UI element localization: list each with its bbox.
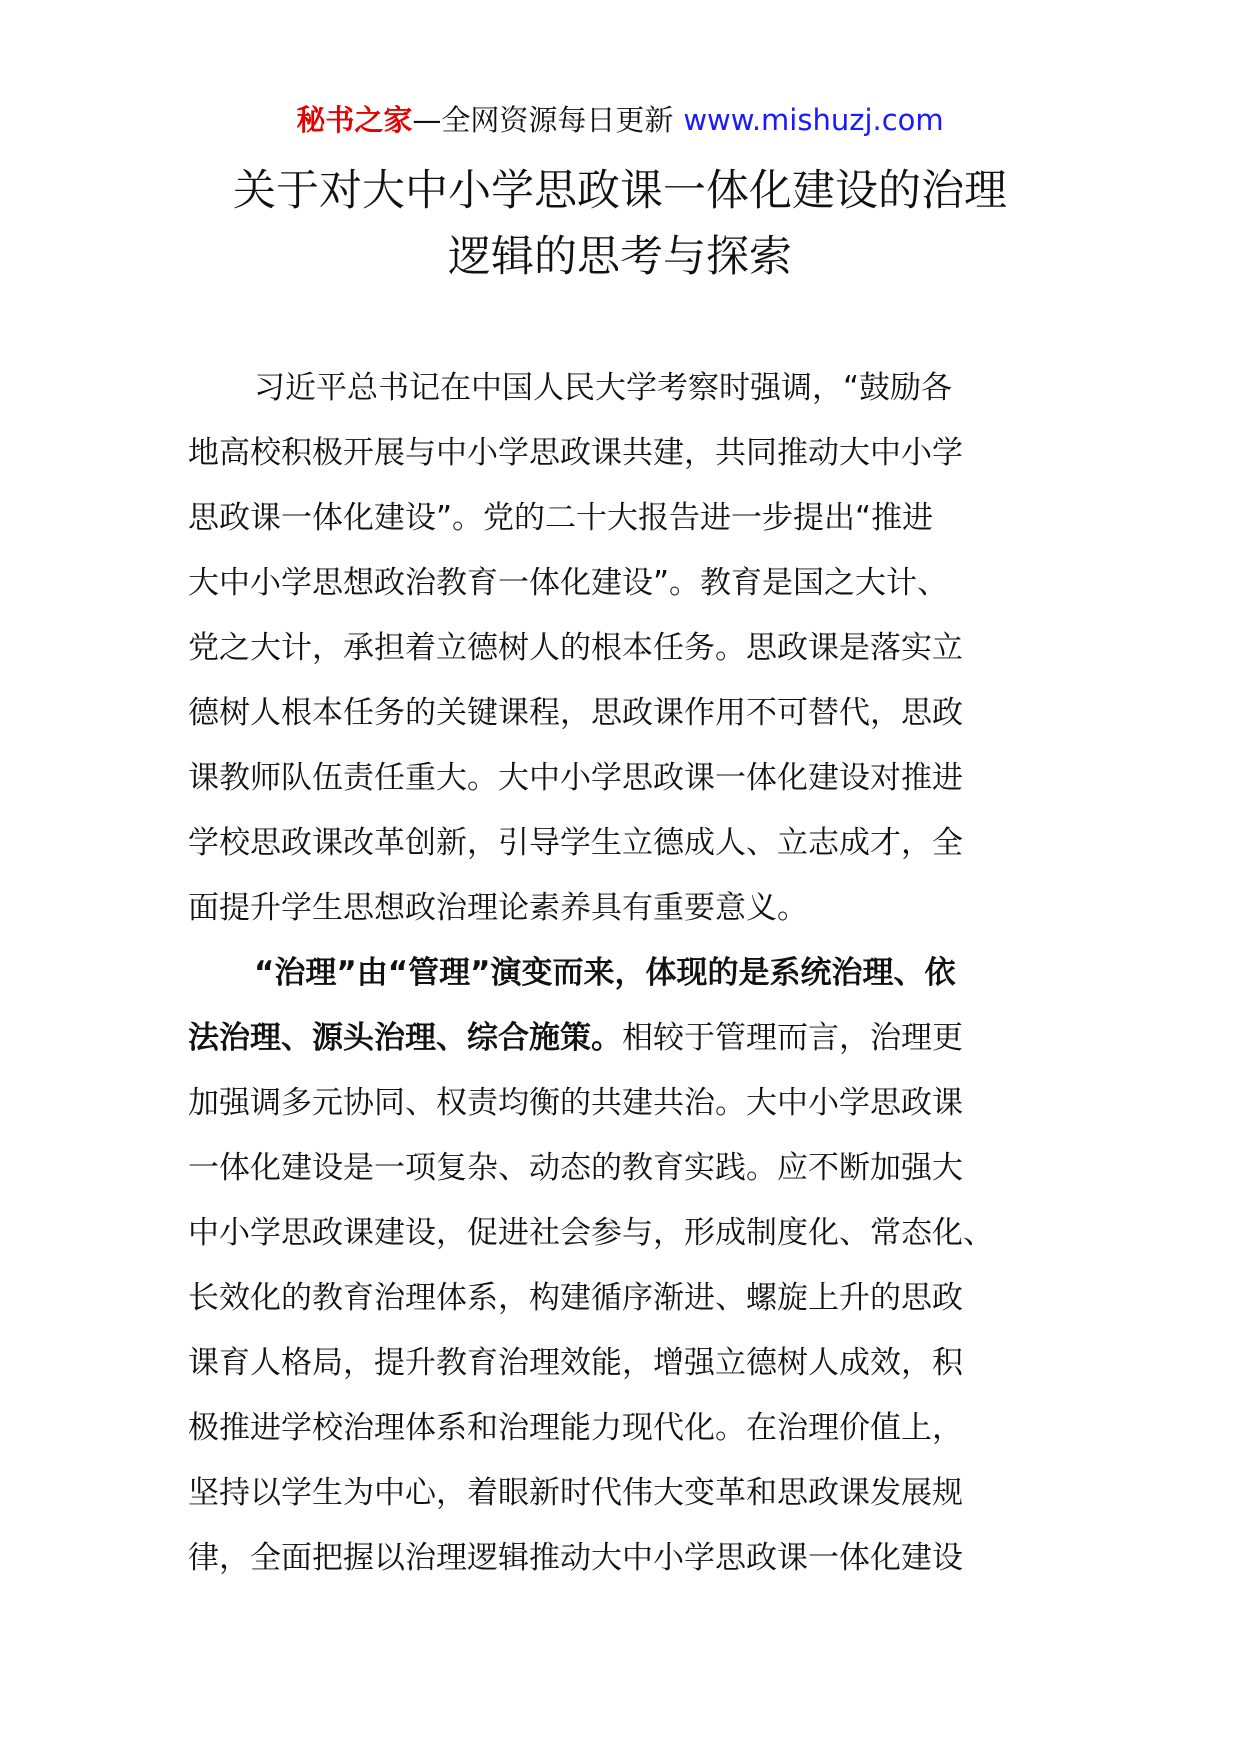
paragraph-line: 地高校积极开展与中小学思政课共建，共同推动大中小学: [188, 435, 963, 471]
paragraph-line: 大中小学思想政治教育一体化建设”。教育是国之大计、: [188, 565, 949, 601]
paragraph-line: 思政课一体化建设”。党的二十大报告进一步提出“推进: [188, 500, 934, 536]
header-tagline: —全网资源每日更新: [412, 103, 674, 137]
paragraph-line: 德树人根本任务的关键课程，思政课作用不可替代，思政: [188, 695, 963, 731]
paragraph-line: 习近平总书记在中国人民大学考察时强调，“鼓励各: [254, 370, 953, 406]
paragraph-line: 课教师队伍责任重大。大中小学思政课一体化建设对推进: [188, 760, 963, 796]
paragraph-line-bold: “治理”由“管理”演变而来，体现的是系统治理、依: [254, 955, 956, 991]
title-line: 关于对大中小学思政课一体化建设的治理: [233, 166, 1007, 216]
brand-name: 秘书之家: [296, 103, 413, 137]
paragraph-2: [188, 941, 1040, 1591]
paragraph-line: 坚持以学生为中心，着眼新时代伟大变革和思政课发展规: [188, 1475, 963, 1511]
paragraph-line: 极推进学校治理体系和治理能力现代化。在治理价值上，: [188, 1410, 963, 1446]
paragraph-line: 中小学思政课建设，促进社会参与，形成制度化、常态化、: [188, 1215, 994, 1251]
paragraph-line: 加强调多元协同、权责均衡的共建共治。大中小学思政课: [188, 1085, 963, 1121]
document-body: [188, 356, 1040, 1591]
paragraph-line: [188, 1006, 1040, 1071]
site-header: [0, 100, 1240, 140]
paragraph-line: 律，全面把握以治理逻辑推动大中小学思政课一体化建设: [188, 1540, 963, 1576]
paragraph-line: 长效化的教育治理体系，构建循序渐进、螺旋上升的思政: [188, 1280, 963, 1316]
paragraph-line: 学校思政课改革创新，引导学生立德成人、立志成才，全: [188, 825, 963, 861]
paragraph-line: 党之大计，承担着立德树人的根本任务。思政课是落实立: [188, 630, 963, 666]
normal-text: 相较于管理而言，治理更: [622, 1020, 963, 1056]
site-url-link[interactable]: www.mishuzj.com: [683, 103, 944, 137]
document-title: [150, 158, 1090, 290]
title-line: 逻辑的思考与探索: [448, 232, 792, 282]
paragraph-line: 面提升学生思想政治理论素养具有重要意义。: [188, 890, 808, 926]
paragraph-line: 课育人格局，提升教育治理效能，增强立德树人成效，积: [188, 1345, 963, 1381]
paragraph-line: 一体化建设是一项复杂、动态的教育实践。应不断加强大: [188, 1150, 963, 1186]
bold-lead-text: 法治理、源头治理、综合施策。: [188, 1020, 622, 1056]
paragraph-1: [188, 356, 1040, 941]
